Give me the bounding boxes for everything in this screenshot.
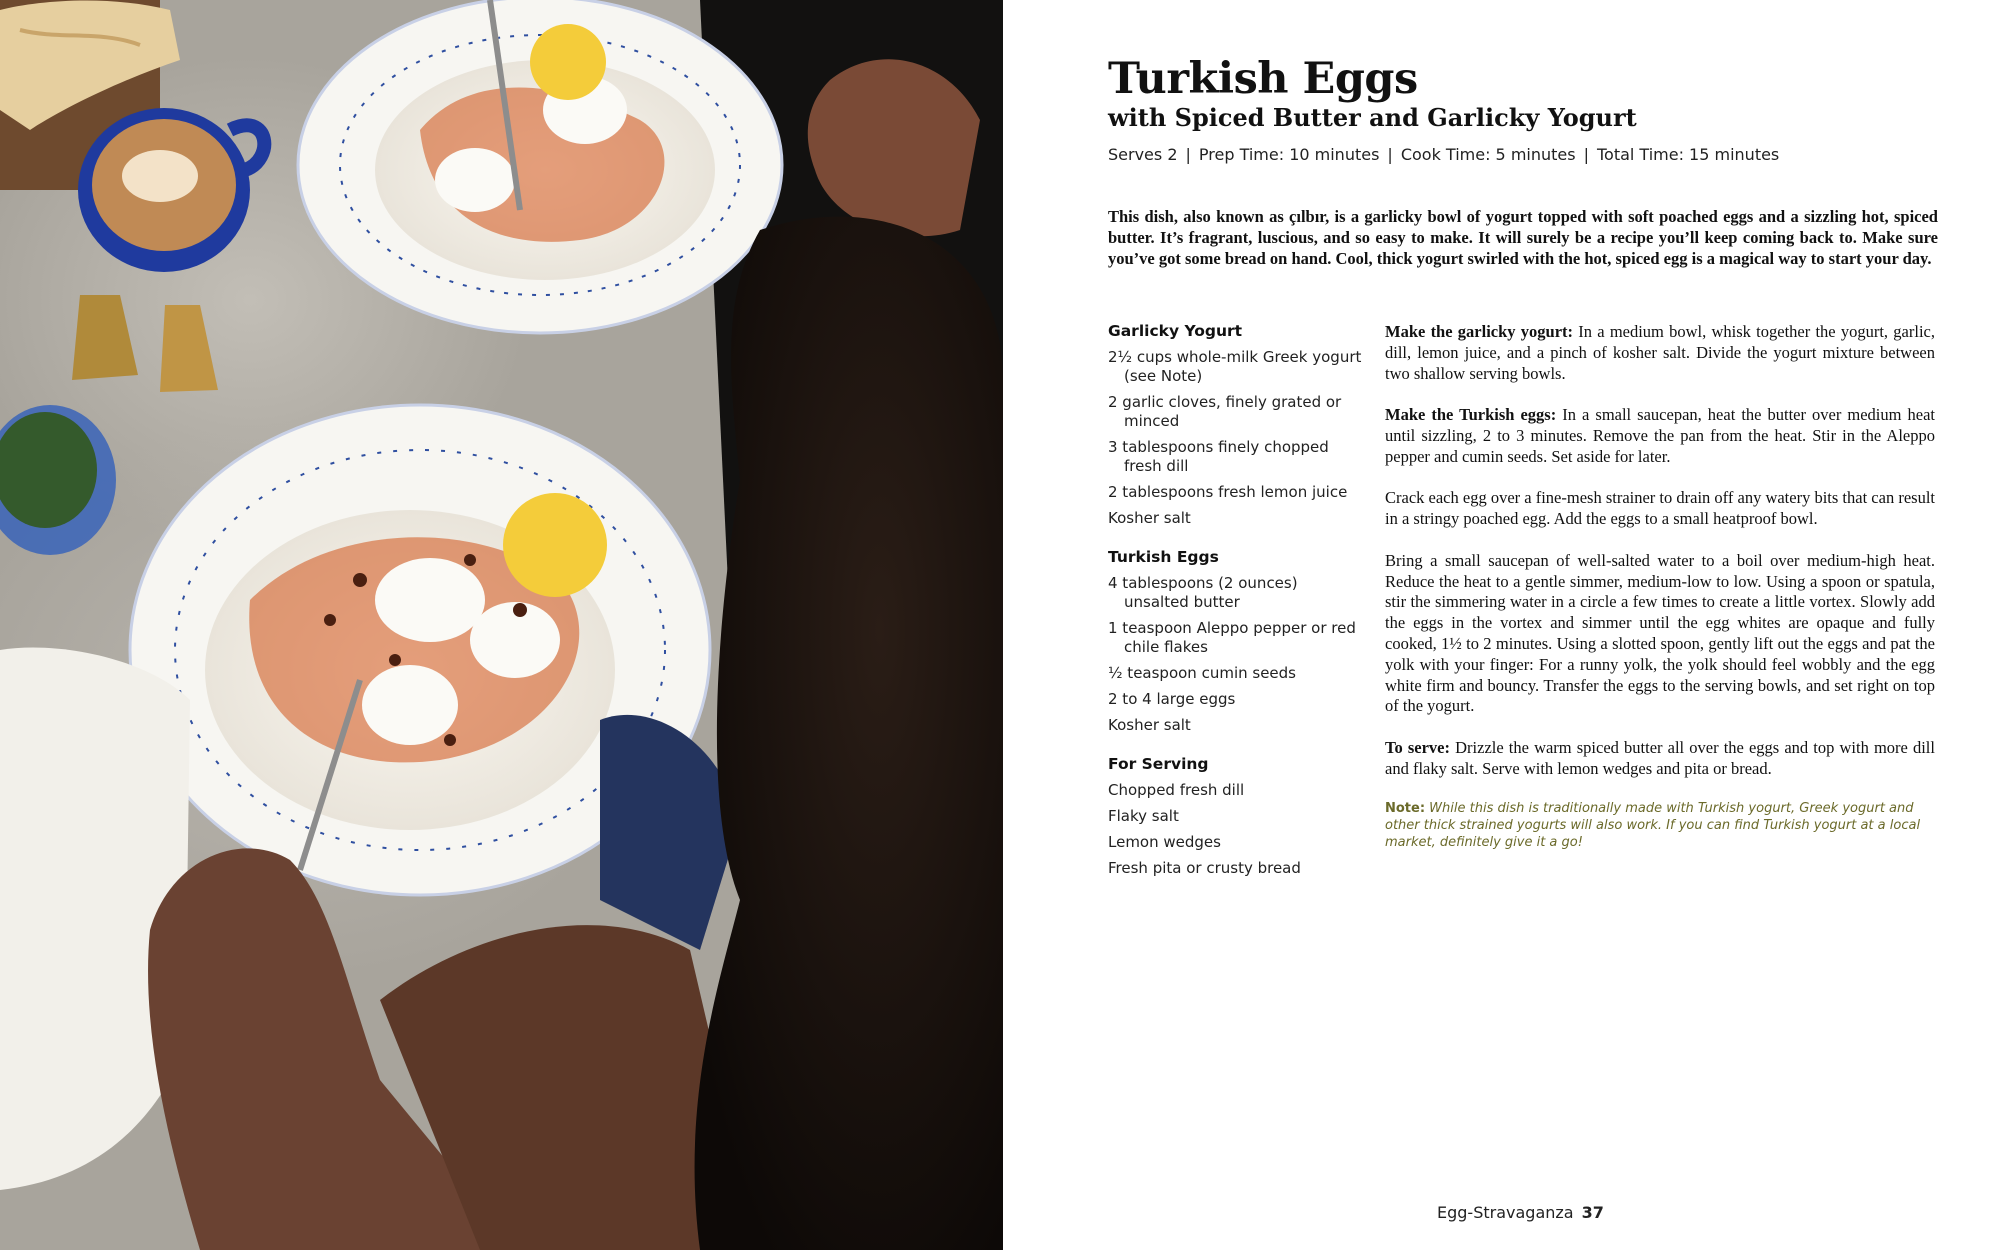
ingredient-item: 2 garlic cloves, finely grated or minced xyxy=(1108,393,1342,430)
recipe-intro: This dish, also known as çılbır, is a garlicky bowl of yogurt topped with soft poached eggs and a sizzling hot, spiced butter. It’s fragrant, luscious, and so easy to make. It will surely be a recipe you’ll keep coming back to. Make sure you’ve got some bread on hand. Cool, thick yogurt swirled with the hot, spiced egg is a magical way to start your day. xyxy=(1108,207,1938,268)
prep-time: Prep Time: 10 minutes xyxy=(1198,145,1380,164)
page-number: 37 xyxy=(1581,1203,1604,1222)
cook-time: Cook Time: 5 minutes xyxy=(1400,145,1576,164)
recipe-title: Turkish Eggs xyxy=(1108,54,1418,104)
method-step-lead: Make the garlicky yogurt: xyxy=(1385,322,1574,341)
ingredient-list xyxy=(1108,574,1363,735)
ingredient-item: Kosher salt xyxy=(1108,509,1191,527)
ingredient-item: Fresh pita or crusty bread xyxy=(1108,859,1301,877)
note-label: Note: xyxy=(1385,801,1426,817)
ingredient-list xyxy=(1108,348,1363,528)
note-text: While this dish is traditionally made with Turkish yogurt, Greek yogurt and other thick strained yogurts will also work. If you can find Turkish yogurt at a local market, definitely give it a go! xyxy=(1385,801,1921,851)
recipe-subtitle: with Spiced Butter and Garlicky Yogurt xyxy=(1108,103,1637,132)
ingredient-item: Flaky salt xyxy=(1108,807,1179,825)
ingredient-group xyxy=(1108,322,1363,528)
method-step xyxy=(1385,551,1935,717)
method-step-text: In a small saucepan, heat the butter over medium heat until sizzling, 2 to 3 minutes. Remove the pan from the heat. Stir in the Aleppo pepper and cumin seeds. Set aside for later. xyxy=(1385,405,1935,466)
method-step-text: Drizzle the warm spiced butter all over the eggs and top with more dill and flaky salt. Serve with lemon wedges and pita or bread. xyxy=(1385,737,1935,778)
meta-separator: | xyxy=(1583,145,1589,164)
method-step-text: In a medium bowl, whisk together the yogurt, garlic, dill, lemon juice, and a pinch of kosher salt. Divide the yogurt mixture between two shallow serving bowls. xyxy=(1385,322,1935,383)
ingredient-item: Lemon wedges xyxy=(1108,833,1221,851)
method-step xyxy=(1385,488,1935,530)
ingredients-column xyxy=(1108,322,1363,898)
top-bowl xyxy=(298,0,782,333)
total-time: Total Time: 15 minutes xyxy=(1596,145,1780,164)
method-column xyxy=(1385,322,1935,872)
recipe-meta xyxy=(1108,145,1779,164)
hair xyxy=(695,217,1003,1250)
ingredient-item: ½ teaspoon cumin seeds xyxy=(1108,664,1296,682)
ingredient-group xyxy=(1108,755,1363,878)
meta-separator: | xyxy=(1387,145,1393,164)
chapter-name: Egg-Stravaganza xyxy=(1437,1203,1574,1222)
method-step xyxy=(1385,405,1935,467)
method-step-lead: Make the Turkish eggs: xyxy=(1385,405,1557,425)
serves: Serves 2 xyxy=(1108,145,1178,164)
ingredient-item: Kosher salt xyxy=(1108,716,1191,734)
spice-shakers xyxy=(72,295,218,392)
method-step xyxy=(1385,738,1935,780)
ingredient-item: 2 to 4 large eggs xyxy=(1108,690,1236,708)
method-step-text: Bring a small saucepan of well-salted water to a boil over medium-high heat. Reduce the heat to a gentle simmer, medium-low to low. Using a spoon or spatula, stir the simmering water in a circle a few times to create a little vortex. Slowly add the eggs in the vortex and simmer until the egg whites are opaque and fully cooked, 1½ to 2 minutes. Using a slotted spoon, gently lift out the eggs and pat the yolk with your finger: For a runny yolk, the yolk should feel wobbly and the egg white firm and bouncy. Transfer the eggs to the serving bowls, and set right on top of the yogurt. xyxy=(1385,550,1935,716)
ingredient-item: Chopped fresh dill xyxy=(1108,781,1245,799)
ingredient-item: 1 teaspoon Aleppo pepper or red chile flakes xyxy=(1108,619,1356,656)
coffee-cup xyxy=(78,108,264,272)
method-step-text: Crack each egg over a fine-mesh strainer to drain off any watery bits that can result in a stringy poached egg. Add the eggs to a small heatproof bowl. xyxy=(1385,488,1935,529)
recipe-note xyxy=(1385,800,1935,851)
method-step-lead: To serve: xyxy=(1385,737,1450,757)
ingredient-item: 4 tablespoons (2 ounces) unsalted butter xyxy=(1108,574,1298,611)
ingredient-item: 2 tablespoons fresh lemon juice xyxy=(1108,483,1348,501)
page-footer xyxy=(1437,1203,1604,1222)
recipe-page xyxy=(1003,0,2000,1250)
ingredient-group-heading: For Serving xyxy=(1108,755,1209,773)
ingredient-group-heading: Turkish Eggs xyxy=(1108,548,1219,566)
ingredient-item: 2½ cups whole-milk Greek yogurt (see Note) xyxy=(1108,348,1362,385)
dill-dish xyxy=(0,405,116,555)
ingredient-list xyxy=(1108,781,1363,878)
ingredient-item: 3 tablespoons finely chopped fresh dill xyxy=(1108,438,1329,475)
method-step xyxy=(1385,322,1935,384)
ingredient-group-heading: Garlicky Yogurt xyxy=(1108,322,1243,340)
ingredient-group xyxy=(1108,548,1363,735)
meta-separator: | xyxy=(1185,145,1191,164)
